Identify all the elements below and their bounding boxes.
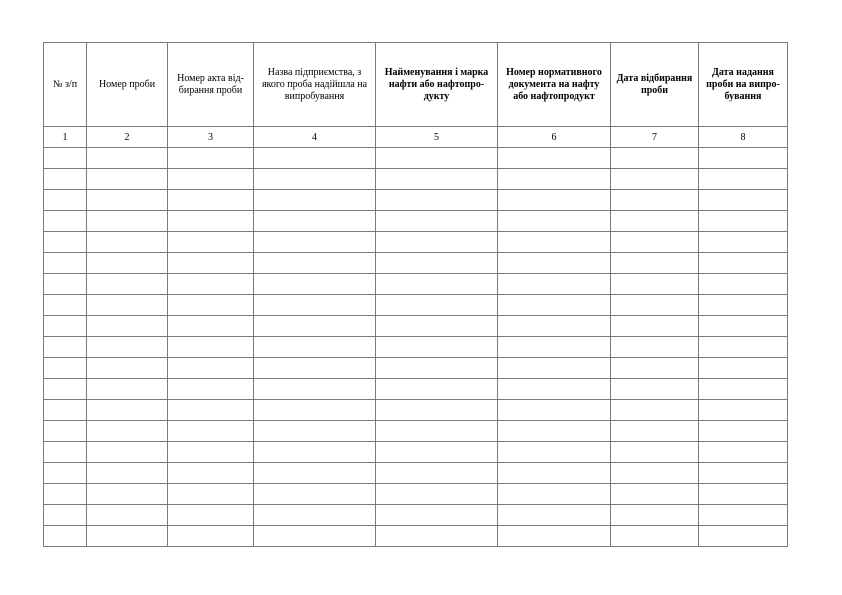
table-cell	[168, 442, 254, 463]
table-cell	[44, 484, 87, 505]
table-row	[44, 211, 788, 232]
table-cell	[44, 400, 87, 421]
table-cell	[44, 274, 87, 295]
table-cell	[168, 148, 254, 169]
table-cell	[376, 148, 498, 169]
table-cell	[611, 442, 699, 463]
table-cell	[699, 358, 788, 379]
table-cell	[254, 505, 376, 526]
table-cell	[87, 169, 168, 190]
table-cell	[87, 442, 168, 463]
table-cell	[254, 316, 376, 337]
table-cell	[699, 253, 788, 274]
table-cell	[254, 211, 376, 232]
table-cell	[254, 190, 376, 211]
table-cell	[498, 148, 611, 169]
table-row	[44, 400, 788, 421]
table-row	[44, 316, 788, 337]
header-sample-number: Номер проби	[87, 43, 168, 127]
table-cell	[611, 505, 699, 526]
table-cell	[168, 379, 254, 400]
table-cell	[168, 337, 254, 358]
table-cell	[376, 211, 498, 232]
table-cell	[376, 484, 498, 505]
header-product-name-grade: Найменування і марка нафти або нафтопро-дукту	[376, 43, 498, 127]
table-cell	[498, 526, 611, 547]
header-submission-date: Дата надання проби на випро-бування	[699, 43, 788, 127]
header-enterprise-name: Назва підприємства, з якого проба надійшла на випробування	[254, 43, 376, 127]
table-cell	[611, 190, 699, 211]
table-cell	[699, 421, 788, 442]
table-row	[44, 337, 788, 358]
table-cell	[699, 463, 788, 484]
table-cell	[611, 232, 699, 253]
table-cell	[168, 400, 254, 421]
table-cell	[44, 169, 87, 190]
table-cell	[376, 463, 498, 484]
table-cell	[87, 505, 168, 526]
table-cell	[254, 463, 376, 484]
table-cell	[699, 211, 788, 232]
table-cell	[498, 337, 611, 358]
table-cell	[699, 190, 788, 211]
table-cell	[254, 169, 376, 190]
table-cell	[254, 442, 376, 463]
table-cell	[44, 253, 87, 274]
table-row	[44, 169, 788, 190]
table-cell	[498, 400, 611, 421]
header-sampling-act-number: Номер акта від-бирання проби	[168, 43, 254, 127]
table-cell	[699, 274, 788, 295]
table-cell	[168, 358, 254, 379]
table-cell	[611, 379, 699, 400]
table-cell	[168, 421, 254, 442]
column-number-cell: 8	[699, 127, 788, 148]
table-cell	[44, 421, 87, 442]
table-cell	[87, 295, 168, 316]
sample-register-table	[43, 42, 788, 547]
table-cell	[611, 526, 699, 547]
table-cell	[611, 358, 699, 379]
table-cell	[87, 211, 168, 232]
column-number-cell: 4	[254, 127, 376, 148]
header-normative-document-number: Номер нормативного документа на нафту або нафтопродукт	[498, 43, 611, 127]
table-cell	[611, 274, 699, 295]
table-cell	[611, 169, 699, 190]
table-cell	[44, 505, 87, 526]
table-cell	[87, 253, 168, 274]
table-cell	[498, 358, 611, 379]
table-row	[44, 505, 788, 526]
table-cell	[611, 316, 699, 337]
table-cell	[376, 295, 498, 316]
table-cell	[44, 379, 87, 400]
table-cell	[699, 295, 788, 316]
header-sampling-date: Дата відбирання проби	[611, 43, 699, 127]
table-cell	[87, 358, 168, 379]
table-cell	[498, 274, 611, 295]
table-cell	[168, 526, 254, 547]
table-cell	[699, 148, 788, 169]
table-cell	[168, 505, 254, 526]
table-cell	[44, 232, 87, 253]
table-cell	[699, 442, 788, 463]
table-cell	[87, 148, 168, 169]
table-cell	[498, 169, 611, 190]
table-cell	[254, 484, 376, 505]
table-cell	[254, 253, 376, 274]
column-number-cell: 7	[611, 127, 699, 148]
column-number-cell: 1	[44, 127, 87, 148]
table-cell	[87, 484, 168, 505]
table-cell	[87, 316, 168, 337]
table-cell	[87, 232, 168, 253]
table-cell	[254, 148, 376, 169]
table-cell	[611, 253, 699, 274]
table-cell	[376, 421, 498, 442]
table-row	[44, 421, 788, 442]
table-row	[44, 232, 788, 253]
table-cell	[168, 295, 254, 316]
table-cell	[87, 400, 168, 421]
table-cell	[44, 358, 87, 379]
table-cell	[254, 295, 376, 316]
table-cell	[376, 358, 498, 379]
column-number-cell: 5	[376, 127, 498, 148]
table-cell	[498, 421, 611, 442]
table-cell	[498, 211, 611, 232]
table-cell	[498, 463, 611, 484]
table-row	[44, 484, 788, 505]
table-cell	[699, 232, 788, 253]
table-row	[44, 253, 788, 274]
table-cell	[44, 463, 87, 484]
table-cell	[611, 400, 699, 421]
table-row	[44, 148, 788, 169]
table-cell	[699, 379, 788, 400]
table-cell	[498, 232, 611, 253]
table-cell	[498, 379, 611, 400]
table-cell	[376, 442, 498, 463]
table-cell	[498, 505, 611, 526]
table-cell	[87, 526, 168, 547]
table-cell	[87, 190, 168, 211]
table-cell	[699, 484, 788, 505]
table-cell	[168, 211, 254, 232]
table-cell	[254, 274, 376, 295]
column-number-row	[44, 127, 788, 148]
table-cell	[376, 274, 498, 295]
table-cell	[376, 169, 498, 190]
column-number-cell: 2	[87, 127, 168, 148]
table-cell	[611, 295, 699, 316]
table-cell	[87, 337, 168, 358]
table-cell	[44, 190, 87, 211]
table-cell	[44, 316, 87, 337]
column-number-cell: 3	[168, 127, 254, 148]
table-cell	[498, 442, 611, 463]
table-cell	[498, 190, 611, 211]
table-cell	[168, 190, 254, 211]
table-cell	[699, 526, 788, 547]
table-cell	[254, 232, 376, 253]
table-cell	[498, 295, 611, 316]
table-row	[44, 463, 788, 484]
table-row	[44, 442, 788, 463]
table-cell	[44, 442, 87, 463]
table-cell	[376, 190, 498, 211]
table-cell	[611, 484, 699, 505]
table-cell	[376, 505, 498, 526]
table-cell	[87, 463, 168, 484]
table-cell	[254, 337, 376, 358]
header-index: № з/п	[44, 43, 87, 127]
table-cell	[376, 379, 498, 400]
table-cell	[699, 400, 788, 421]
table-cell	[699, 169, 788, 190]
table-cell	[44, 211, 87, 232]
column-number-cell: 6	[498, 127, 611, 148]
table-cell	[376, 253, 498, 274]
table-cell	[254, 421, 376, 442]
table-cell	[254, 400, 376, 421]
table-cell	[376, 232, 498, 253]
table-cell	[168, 316, 254, 337]
table-cell	[699, 337, 788, 358]
table-row	[44, 358, 788, 379]
table-row	[44, 526, 788, 547]
table-cell	[168, 169, 254, 190]
table-cell	[376, 316, 498, 337]
table-cell	[44, 295, 87, 316]
table-cell	[611, 211, 699, 232]
header-row	[44, 43, 788, 127]
table-cell	[611, 421, 699, 442]
table-cell	[44, 148, 87, 169]
table-cell	[168, 253, 254, 274]
table-cell	[168, 274, 254, 295]
table-cell	[168, 484, 254, 505]
table-cell	[611, 337, 699, 358]
table-row	[44, 379, 788, 400]
table-cell	[376, 337, 498, 358]
table-cell	[87, 379, 168, 400]
table-cell	[611, 463, 699, 484]
table-cell	[699, 316, 788, 337]
table-cell	[44, 526, 87, 547]
table-cell	[611, 148, 699, 169]
table-cell	[376, 526, 498, 547]
table-cell	[254, 379, 376, 400]
table-cell	[498, 316, 611, 337]
table-cell	[498, 253, 611, 274]
table-cell	[44, 337, 87, 358]
table-row	[44, 274, 788, 295]
table-cell	[168, 463, 254, 484]
table-row	[44, 295, 788, 316]
table-cell	[699, 505, 788, 526]
table-row	[44, 190, 788, 211]
table-cell	[498, 484, 611, 505]
table-cell	[254, 358, 376, 379]
table-cell	[87, 274, 168, 295]
table-cell	[254, 526, 376, 547]
table-cell	[168, 232, 254, 253]
table-cell	[87, 421, 168, 442]
table-cell	[376, 400, 498, 421]
